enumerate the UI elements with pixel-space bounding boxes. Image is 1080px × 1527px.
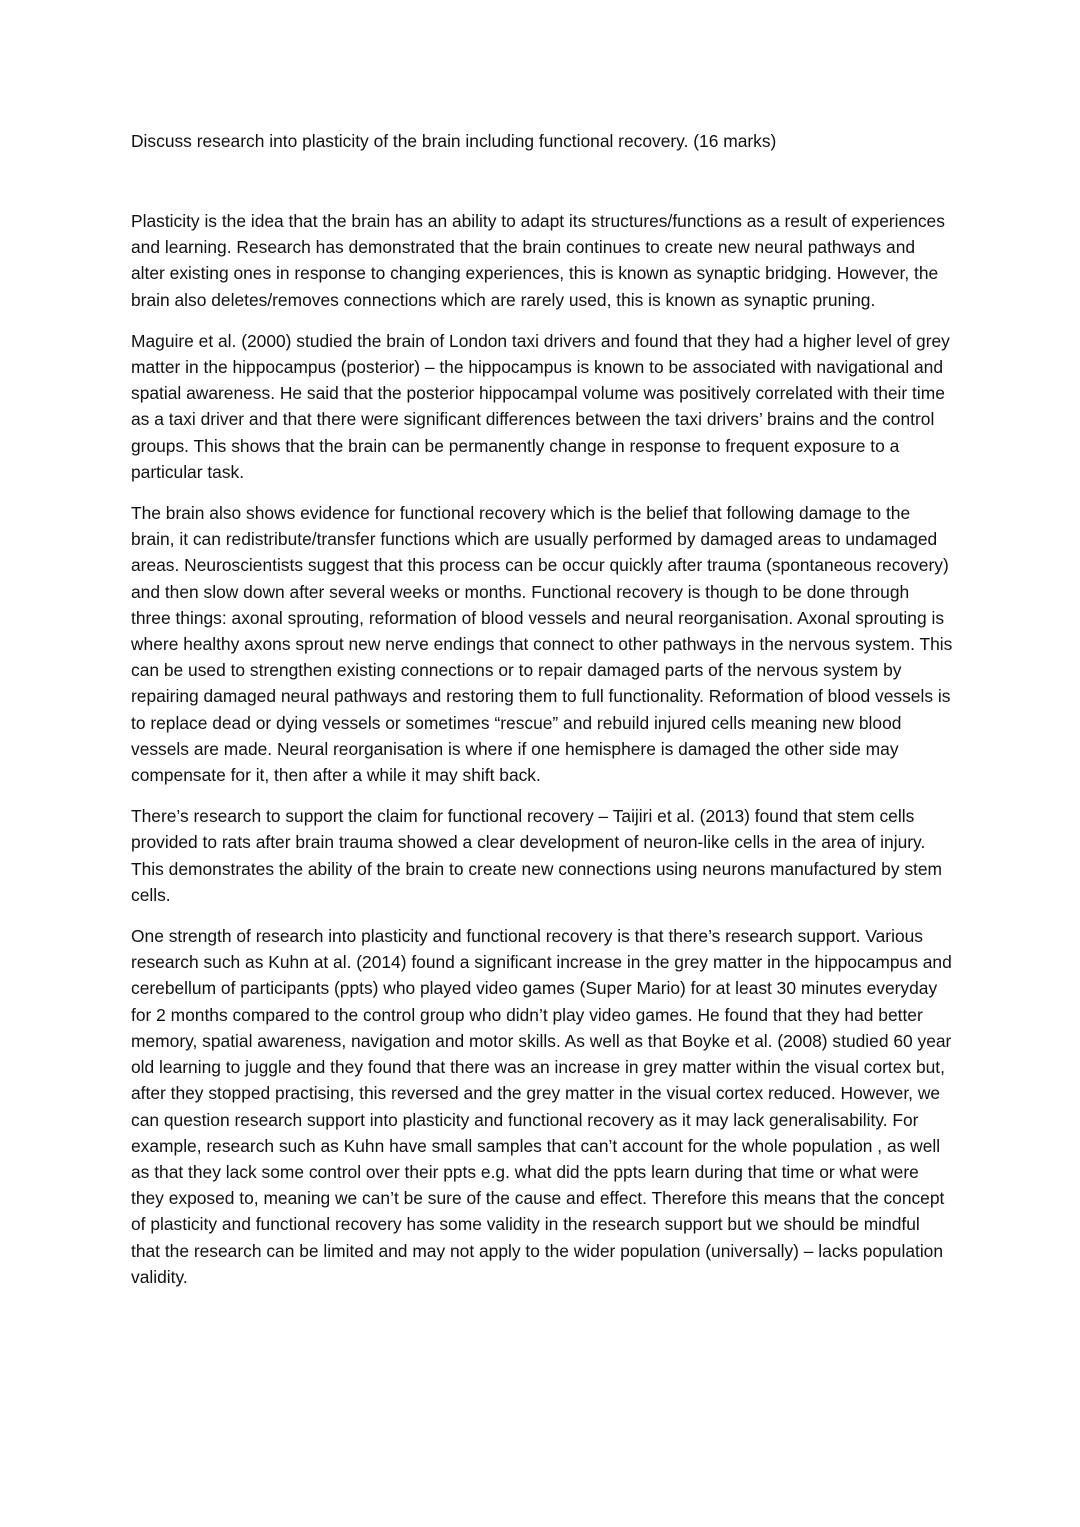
paragraph-plasticity-definition: Plasticity is the idea that the brain has an ability to adapt its structures/functions as a result of experiences and learning. Research has demonstrated that the brain continues to create new neural pathways and alter existing ones in response to changing experiences, this is known as synaptic bridging. However, the brain also deletes/removes connections which are rarely used, this is known as synaptic pruning. [131, 211, 945, 310]
paragraph-taijiri-study: There’s research to support the claim for functional recovery – Taijiri et al. (2013) found that stem cells provided to rats after brain trauma showed a clear development of neuron-like cells in the area of injury. This demonstrates the ability of the brain to create new connections using neurons manufactured by stem cells. [131, 806, 943, 905]
paragraph-maguire-study: Maguire et al. (2000) studied the brain of London taxi drivers and found that they had a higher level of grey matter in the hippocampus (posterior) – the hippocampus is known to be associated with navigational and spatial awareness. He said that the posterior hippocampal volume was positively correlated with their time as a taxi driver and that there were significant differences between the taxi drivers’ brains and the control groups. This shows that the brain can be permanently change in response to frequent exposure to a particular task. [131, 330, 950, 482]
paragraph-evaluation: One strength of research into plasticity and functional recovery is that there’s research support. Various research such as Kuhn at al. (2014) found a significant increase in the grey matter in the hippocampus and cerebellum of participants (ppts) who played video games (Super Mario) for at least 30 minutes everyday for 2 months compared to the control group who didn’t play video games. He found that they had better memory, spatial awareness, navigation and motor skills. As well as that Boyke et al. (2008) studied 60 year old learning to juggle and they found that there was an increase in grey matter within the visual cortex but, after they stopped practising, this reversed and the grey matter in the visual cortex reduced. However, we can question research support into plasticity and functional recovery as it may lack generalisability. For example, research such as Kuhn have small samples that can’t account for the whole population , as well as that they lack some control over their ppts e.g. what did the ppts learn during that time or what were they exposed to, meaning we can’t be sure of the cause and effect. Therefore this means that the concept of plasticity and functional recovery has some validity in the research support but we should be mindful that the research can be limited and may not apply to the wider population (universally) – lacks population validity. [131, 926, 952, 1287]
document-page [131, 128, 953, 1305]
essay-body [131, 208, 953, 1290]
paragraph-functional-recovery: The brain also shows evidence for functional recovery which is the belief that following damage to the brain, it can redistribute/transfer functions which are usually performed by damaged areas to undamaged areas. Neuroscientists suggest that this process can be occur quickly after trauma (spontaneous recovery) and then slow down after several weeks or months. Functional recovery is though to be done through three things: axonal sprouting, reformation of blood vessels and neural reorganisation. Axonal sprouting is where healthy axons sprout new nerve endings that connect to other pathways in the nervous system. This can be used to strengthen existing connections or to repair damaged parts of the nervous system by repairing damaged neural pathways and restoring them to full functionality. Reformation of blood vessels is to replace dead or dying vessels or sometimes “rescue” and rebuild injured cells meaning new blood vessels are made. Neural reorganisation is where if one hemisphere is damaged the other side may compensate for it, then after a while it may shift back. [131, 503, 953, 786]
essay-question: Discuss research into plasticity of the brain including functional recovery. (16 marks) [131, 131, 777, 151]
